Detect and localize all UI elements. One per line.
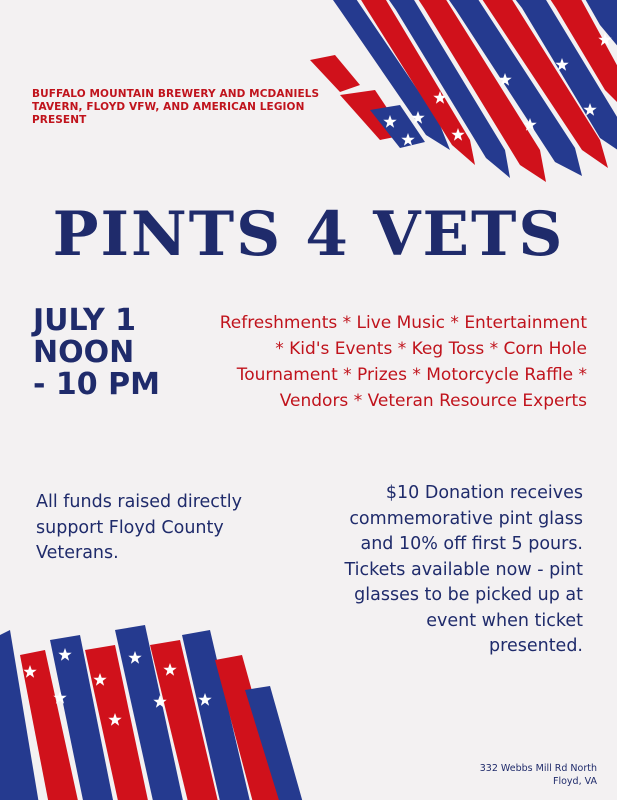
address-street: 332 Webbs Mill Rd North	[479, 763, 597, 774]
event-address	[397, 762, 597, 788]
funds-statement: All funds raised directly support Floyd County Veterans.	[36, 492, 242, 563]
event-date-time	[33, 305, 183, 401]
event-title: PINTS 4 VETS	[52, 199, 565, 270]
event-end-time: - 10 PM	[33, 367, 160, 402]
presenters-heading: BUFFALO MOUNTAIN BREWERY AND MCDANIELS TAVERN, FLOYD VFW, AND AMERICAN LEGION PRESENT	[32, 88, 320, 126]
event-start-time: NOON	[33, 335, 135, 370]
flag-stripes-bottom-left	[0, 610, 300, 800]
event-date: JULY 1	[33, 303, 137, 338]
donation-info: $10 Donation receives commemorative pint glass and 10% off first 5 pours. Tickets available now - pint glasses to be picked up at event when ticket presented.	[344, 483, 583, 656]
activities-list: Refreshments * Live Music * Entertainment * Kid's Events * Keg Toss * Corn Hole Tournament * Prizes * Motorcycle Raffle * Vendors * Veteran Resource Experts	[219, 313, 587, 411]
address-city: Floyd, VA	[553, 776, 597, 787]
